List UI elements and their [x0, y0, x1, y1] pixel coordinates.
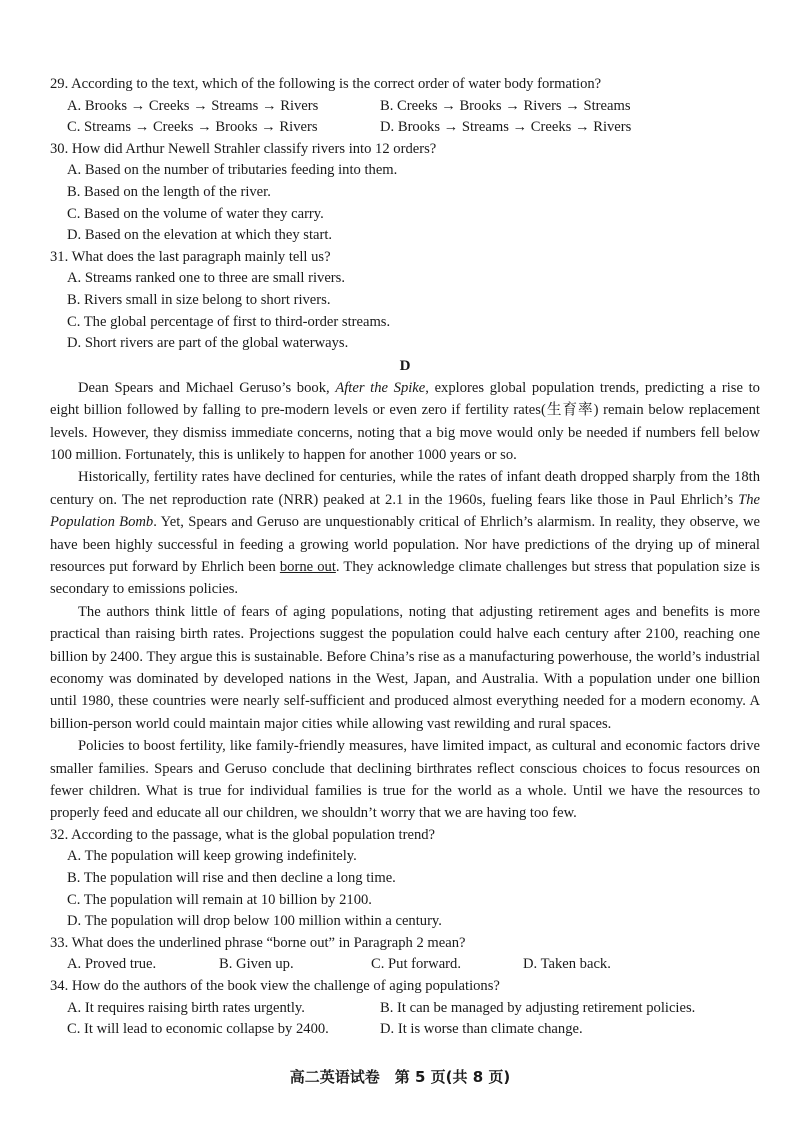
- option-row: [50, 117, 760, 139]
- question-stem: 32. According to the passage, what is the global population trend?: [50, 826, 436, 843]
- underlined-phrase: borne out: [279, 558, 336, 575]
- option-a: A. Brooks → Creeks → Streams → Rivers: [67, 97, 319, 114]
- passage-paragraph-1: Dean Spears and Michael Geruso’s book, After the Spike, explores global population trends, predicting a rise to eight billion followed by falling to pre-modern levels or even zero if fertility rates(生育率) remain below replacement levels. However, they dismiss immediate concerns, noting that a big move would only be needed if numbers fell below 100 million. Fortunately, this is unlikely to happen for another 1000 years or so.: [50, 379, 760, 463]
- option-d: D. The population will drop below 100 million within a century.: [67, 913, 442, 930]
- option-a: A. The population will keep growing indefinitely.: [67, 848, 357, 865]
- question-stem: 30. How did Arthur Newell Strahler classify rivers into 12 orders?: [50, 140, 437, 157]
- option-a: A. Proved true.: [67, 956, 157, 973]
- passage-paragraph-3: The authors think little of fears of aging populations, noting that adjusting retirement ages and benefits is more practical than raising birth rates. Projections suggest the population could halve each century after 2100, reaching one billion by 2400. They argue this is sustainable. Before China’s rise as a manufacturing powerhouse, the world’s industrial economy was dominated by developed nations in the West, Japan, and Australia. With a population under one billion until 1980, these countries were nearly self-sufficient and produced almost everything needed for a modern economy. A billion-person world could maintain major cities while allowing vast rewilding and rural spaces.: [50, 603, 760, 732]
- option-d: D. Short rivers are part of the global waterways.: [67, 335, 349, 352]
- question-31: [50, 247, 760, 355]
- option-c: C. It will lead to economic collapse by 2400.: [67, 1021, 329, 1038]
- option-c: C. Based on the volume of water they carry.: [67, 205, 324, 222]
- question-33: [50, 933, 760, 976]
- passage-paragraph-4: Policies to boost fertility, like family-friendly measures, have limited impact, as cultural and economic factors drive smaller families. Spears and Geruso conclude that declining birthrates reflect conscious choices to focus resources on fewer children. What is true for individual families is true for the world as a whole. Until we have the resources to properly feed and educate all our children, we shouldn’t worry that we are having too few.: [50, 738, 760, 822]
- option-a: A. It requires raising birth rates urgently.: [67, 999, 305, 1016]
- question-stem: 31. What does the last paragraph mainly tell us?: [50, 248, 331, 265]
- option-b: B. Given up.: [219, 956, 294, 973]
- option-d: D. Based on the elevation at which they start.: [67, 227, 333, 244]
- question-34: [50, 976, 760, 1041]
- question-29: [50, 74, 760, 139]
- question-stem: 29. According to the text, which of the following is the correct order of water body formation?: [50, 76, 602, 92]
- option-row: [50, 998, 760, 1020]
- option-d: D. Taken back.: [523, 956, 611, 973]
- section-heading: D: [399, 357, 411, 374]
- option-c: C. The global percentage of first to third-order streams.: [67, 313, 391, 330]
- option-c: C. The population will remain at 10 billion by 2100.: [67, 891, 372, 908]
- option-d: D. Brooks → Streams → Creeks → Rivers: [380, 119, 632, 136]
- option-a: A. Streams ranked one to three are small rivers.: [67, 270, 345, 287]
- question-stem: 33. What does the underlined phrase “borne out” in Paragraph 2 mean?: [50, 934, 466, 951]
- question-32: [50, 825, 760, 933]
- option-c: C. Put forward.: [371, 956, 461, 973]
- option-b: B. It can be managed by adjusting retirement policies.: [380, 999, 696, 1016]
- option-c: C. Streams → Creeks → Brooks → Rivers: [67, 119, 318, 136]
- option-row: [50, 1019, 760, 1041]
- option-b: B. The population will rise and then decline a long time.: [67, 870, 396, 887]
- option-b: B. Based on the length of the river.: [67, 183, 271, 200]
- question-stem: 34. How do the authors of the book view the challenge of aging populations?: [50, 978, 500, 994]
- passage-paragraph-2: Historically, fertility rates have declined for centuries, while the rates of infant death dropped sharply from the 18th century on. The net reproduction rate (NRR) peaked at 2.1 in the 1960s, fueling fears like those in Paul Ehrlich’s The Population Bomb. Yet, Spears and Geruso are unquestionably critical of Ehrlich’s alarmism. In reality, they observe, we have been highly successful in feeding a growing world population. Nor have predictions of the drying up of mineral resources put forward by Ehrlich been borne out. They acknowledge climate challenges but stress that population size is secondary to emissions policies.: [50, 469, 760, 598]
- option-b: B. Creeks → Brooks → Rivers → Streams: [380, 97, 631, 114]
- page-footer: 高二英语试卷 第 5 页(共 8 页): [289, 1068, 511, 1086]
- book-title: The Population Bomb: [50, 491, 760, 531]
- option-b: B. Rivers small in size belong to short rivers.: [67, 291, 331, 308]
- option-d: D. It is worse than climate change.: [380, 1021, 583, 1038]
- question-30: [50, 139, 760, 247]
- book-title: After the Spike: [335, 379, 426, 396]
- exam-page: [50, 74, 760, 1041]
- option-a: A. Based on the number of tributaries feeding into them.: [67, 162, 398, 179]
- option-row: [50, 954, 760, 976]
- option-row: [50, 96, 760, 118]
